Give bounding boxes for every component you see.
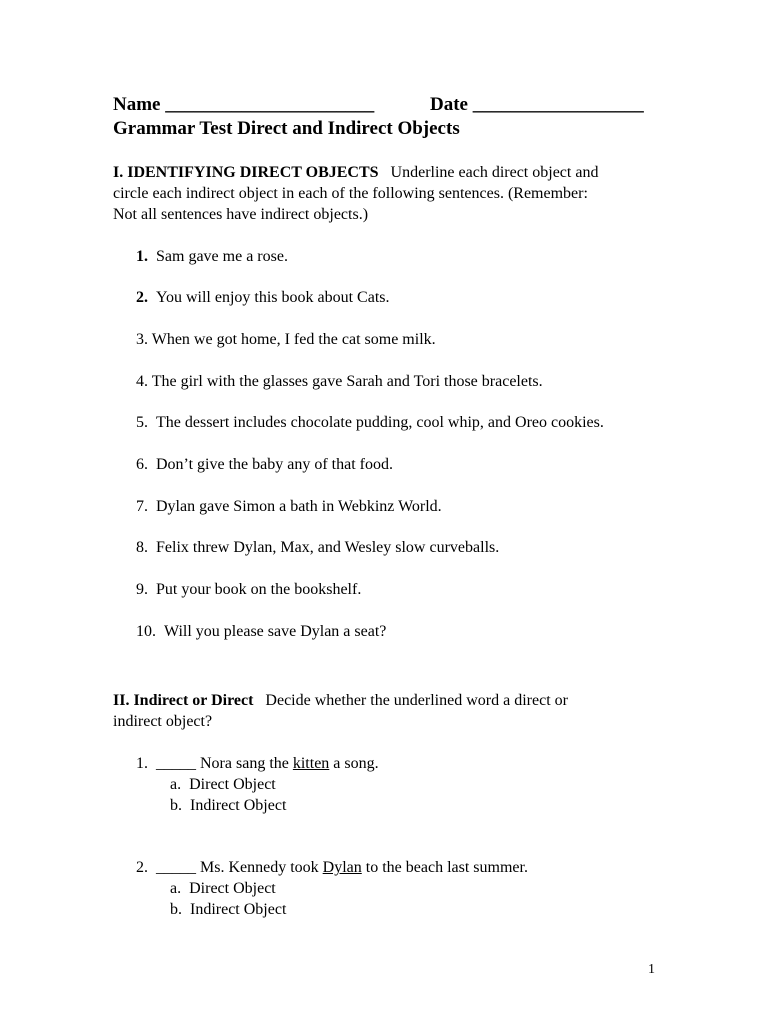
option-letter: b. <box>170 901 182 918</box>
section2-instructions-line1: Decide whether the underlined word a direct or <box>265 692 568 709</box>
section2-instructions-line2: indirect object? <box>113 713 213 730</box>
date-field-label: Date __________________ <box>430 94 644 115</box>
item-text: Don’t give the baby any of that food. <box>156 456 393 473</box>
item-text: The girl with the glasses gave Sarah and Tori those bracelets. <box>151 373 543 390</box>
section2-heading: II. Indirect or Direct <box>113 692 254 709</box>
name-field-label: Name ______________________ <box>113 94 375 115</box>
item-number: 9. <box>136 581 148 598</box>
page-number: 1 <box>648 962 655 977</box>
item-number: 6. <box>136 456 148 473</box>
item-number: 7. <box>136 498 148 515</box>
answer-option <box>170 795 286 816</box>
list-item <box>136 287 390 308</box>
option-letter: b. <box>170 797 182 814</box>
section1-instructions-line1: Underline each direct object and <box>390 164 599 181</box>
underlined-word: kitten <box>292 755 330 772</box>
section1-instructions-line3: Not all sentences have indirect objects.) <box>113 206 369 223</box>
section2-instructions <box>113 690 568 711</box>
option-text: Direct Object <box>189 776 276 793</box>
item-number: 1. <box>136 248 148 265</box>
list-item <box>136 329 436 350</box>
item-text: Sam gave me a rose. <box>156 248 288 265</box>
item-number: 2. <box>136 289 148 306</box>
option-letter: a. <box>170 880 182 897</box>
section1-instructions-line2: circle each indirect object in each of the following sentences. (Remember: <box>113 185 588 202</box>
answer-option <box>170 899 286 920</box>
item-number: 3. <box>136 331 148 348</box>
section1-instructions <box>113 162 598 183</box>
item-number: 5. <box>136 414 148 431</box>
page-title: Grammar Test Direct and Indirect Objects <box>113 118 460 139</box>
list-item <box>136 371 543 392</box>
item-number: 10. <box>136 623 156 640</box>
question <box>136 857 528 878</box>
option-text: Direct Object <box>189 880 276 897</box>
option-text: Indirect Object <box>190 797 287 814</box>
list-item <box>136 412 604 433</box>
list-item <box>136 579 361 600</box>
item-number: 8. <box>136 539 148 556</box>
item-number: 4. <box>136 373 148 390</box>
question-text-after: a song. <box>333 755 379 772</box>
answer-blank: _____ <box>156 755 196 772</box>
question-text-before: Ms. Kennedy took <box>200 859 319 876</box>
answer-option <box>170 878 276 899</box>
question-text-after: to the beach last summer. <box>365 859 528 876</box>
item-text: The dessert includes chocolate pudding, cool whip, and Oreo cookies. <box>156 414 604 431</box>
list-item <box>136 537 499 558</box>
option-letter: a. <box>170 776 182 793</box>
option-text: Indirect Object <box>190 901 287 918</box>
answer-blank: _____ <box>156 859 196 876</box>
question <box>136 753 379 774</box>
item-text: You will enjoy this book about Cats. <box>156 289 390 306</box>
question-text-before: Nora sang the <box>200 755 289 772</box>
item-text: Felix threw Dylan, Max, and Wesley slow curveballs. <box>156 539 500 556</box>
section1-heading: I. IDENTIFYING DIRECT OBJECTS <box>113 164 379 181</box>
item-text: Dylan gave Simon a bath in Webkinz World. <box>156 498 442 515</box>
item-text: Put your book on the bookshelf. <box>156 581 362 598</box>
question-number: 2. <box>136 859 148 876</box>
list-item <box>136 246 288 267</box>
list-item <box>136 496 442 517</box>
question-number: 1. <box>136 755 148 772</box>
item-text: Will you please save Dylan a seat? <box>164 623 387 640</box>
item-text: When we got home, I fed the cat some milk. <box>151 331 436 348</box>
answer-option <box>170 774 276 795</box>
list-item <box>136 454 393 475</box>
underlined-word: Dylan <box>322 859 362 876</box>
list-item <box>136 621 386 642</box>
